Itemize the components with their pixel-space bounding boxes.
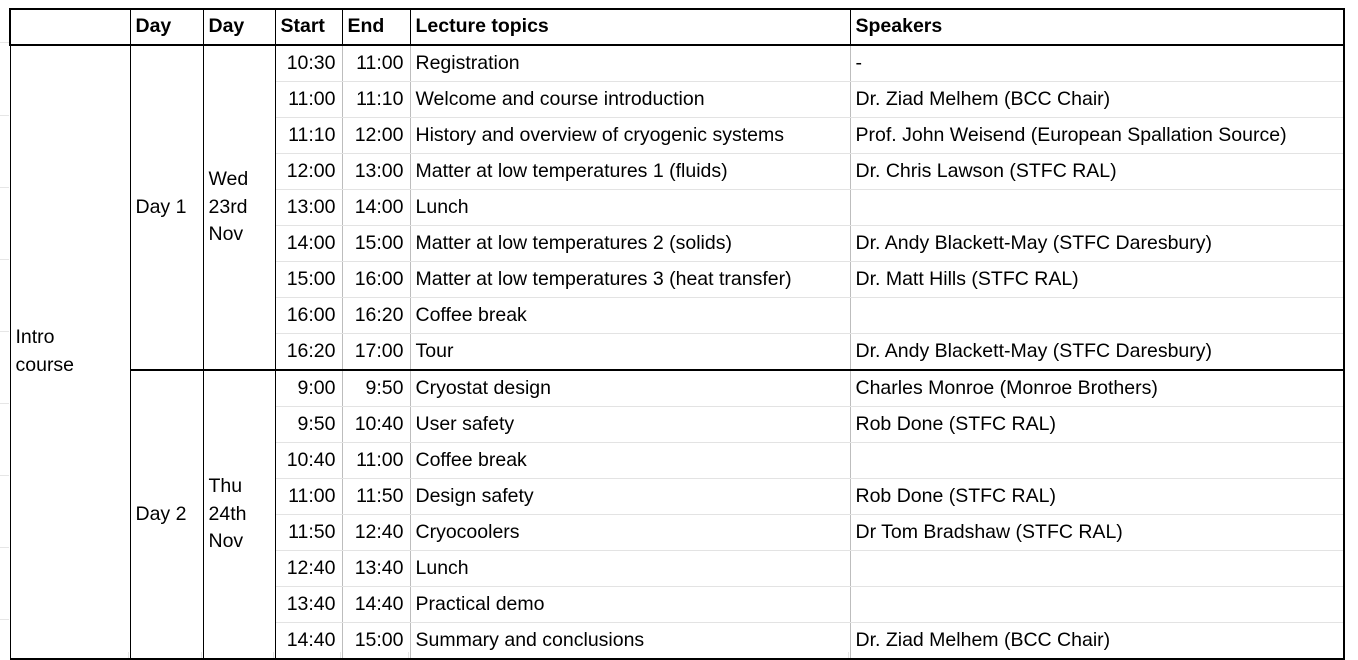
speaker: Rob Done (STFC RAL) — [850, 407, 1344, 443]
start-time: 16:20 — [275, 334, 342, 371]
date-line: 24th — [208, 502, 247, 525]
lecture-topic: User safety — [410, 407, 850, 443]
date-line: 23rd — [208, 195, 248, 218]
date-line: Wed — [208, 167, 249, 190]
day-label-cell: Day 1 — [130, 45, 203, 370]
course-label-cell — [10, 45, 130, 659]
speaker: Dr. Ziad Melhem (BCC Chair) — [850, 623, 1344, 660]
speaker — [850, 587, 1344, 623]
day-date-cell — [203, 45, 275, 370]
lecture-topic: Summary and conclusions — [410, 623, 850, 660]
speaker — [850, 443, 1344, 479]
topic-column-header: Lecture topics — [410, 9, 850, 45]
start-time: 13:00 — [275, 190, 342, 226]
lecture-topic: Matter at low temperatures 1 (fluids) — [410, 154, 850, 190]
day-date-cell — [203, 370, 275, 659]
lecture-topic: Matter at low temperatures 2 (solids) — [410, 226, 850, 262]
lecture-topic: Tour — [410, 334, 850, 371]
speaker-column-header: Speakers — [850, 9, 1344, 45]
lecture-topic: Lunch — [410, 190, 850, 226]
lecture-topic: Practical demo — [410, 587, 850, 623]
date-line: Thu — [208, 474, 243, 497]
speaker: Rob Done (STFC RAL) — [850, 479, 1344, 515]
end-time: 15:00 — [342, 623, 410, 660]
end-time: 11:00 — [342, 443, 410, 479]
lecture-topic: Coffee break — [410, 443, 850, 479]
lecture-topic: Cryocoolers — [410, 515, 850, 551]
table-row — [10, 370, 1344, 407]
start-time: 15:00 — [275, 262, 342, 298]
speaker: - — [850, 45, 1344, 82]
end-time: 11:50 — [342, 479, 410, 515]
day-column-header: Day — [130, 9, 203, 45]
speaker: Dr. Andy Blackett-May (STFC Daresbury) — [850, 334, 1344, 371]
lecture-topic: History and overview of cryogenic systems — [410, 118, 850, 154]
start-time: 16:00 — [275, 298, 342, 334]
table-row — [10, 45, 1344, 82]
speaker: Dr. Ziad Melhem (BCC Chair) — [850, 82, 1344, 118]
lecture-topic: Matter at low temperatures 3 (heat transfer) — [410, 262, 850, 298]
end-time: 13:00 — [342, 154, 410, 190]
end-time: 12:40 — [342, 515, 410, 551]
start-time: 14:00 — [275, 226, 342, 262]
start-time: 9:50 — [275, 407, 342, 443]
end-time: 17:00 — [342, 334, 410, 371]
start-time: 11:10 — [275, 118, 342, 154]
end-time: 14:40 — [342, 587, 410, 623]
start-time: 11:00 — [275, 479, 342, 515]
start-time: 14:40 — [275, 623, 342, 660]
end-time: 12:00 — [342, 118, 410, 154]
start-time: 12:40 — [275, 551, 342, 587]
speaker: Dr. Matt Hills (STFC RAL) — [850, 262, 1344, 298]
day-label-cell: Day 2 — [130, 370, 203, 659]
lecture-topic: Cryostat design — [410, 370, 850, 407]
schedule-body — [10, 45, 1344, 659]
start-time: 11:50 — [275, 515, 342, 551]
end-time: 14:00 — [342, 190, 410, 226]
end-time: 10:40 — [342, 407, 410, 443]
speaker: Dr. Chris Lawson (STFC RAL) — [850, 154, 1344, 190]
lecture-topic: Registration — [410, 45, 850, 82]
speaker — [850, 298, 1344, 334]
lecture-topic: Lunch — [410, 551, 850, 587]
end-time: 9:50 — [342, 370, 410, 407]
lecture-topic: Design safety — [410, 479, 850, 515]
course-label-line: Intro — [15, 326, 55, 349]
lecture-topic: Coffee break — [410, 298, 850, 334]
schedule-table — [9, 8, 1345, 660]
speaker — [850, 551, 1344, 587]
start-time: 9:00 — [275, 370, 342, 407]
end-column-header: End — [342, 9, 410, 45]
start-time: 12:00 — [275, 154, 342, 190]
start-column-header: Start — [275, 9, 342, 45]
end-time: 15:00 — [342, 226, 410, 262]
speaker: Charles Monroe (Monroe Brothers) — [850, 370, 1344, 407]
end-time: 11:00 — [342, 45, 410, 82]
speaker: Prof. John Weisend (European Spallation Source) — [850, 118, 1344, 154]
speaker: Dr Tom Bradshaw (STFC RAL) — [850, 515, 1344, 551]
start-time: 10:30 — [275, 45, 342, 82]
end-time: 16:20 — [342, 298, 410, 334]
course-label-line: course — [15, 354, 75, 376]
header-row — [10, 9, 1344, 45]
date-line: Nov — [208, 223, 244, 246]
start-time: 11:00 — [275, 82, 342, 118]
speaker: Dr. Andy Blackett-May (STFC Daresbury) — [850, 226, 1344, 262]
start-time: 13:40 — [275, 587, 342, 623]
start-time: 10:40 — [275, 443, 342, 479]
end-time: 11:10 — [342, 82, 410, 118]
date-line: Nov — [208, 530, 244, 553]
end-time: 13:40 — [342, 551, 410, 587]
date-column-header: Day — [203, 9, 275, 45]
course-column-header — [10, 9, 130, 45]
end-time: 16:00 — [342, 262, 410, 298]
lecture-topic: Welcome and course introduction — [410, 82, 850, 118]
speaker — [850, 190, 1344, 226]
